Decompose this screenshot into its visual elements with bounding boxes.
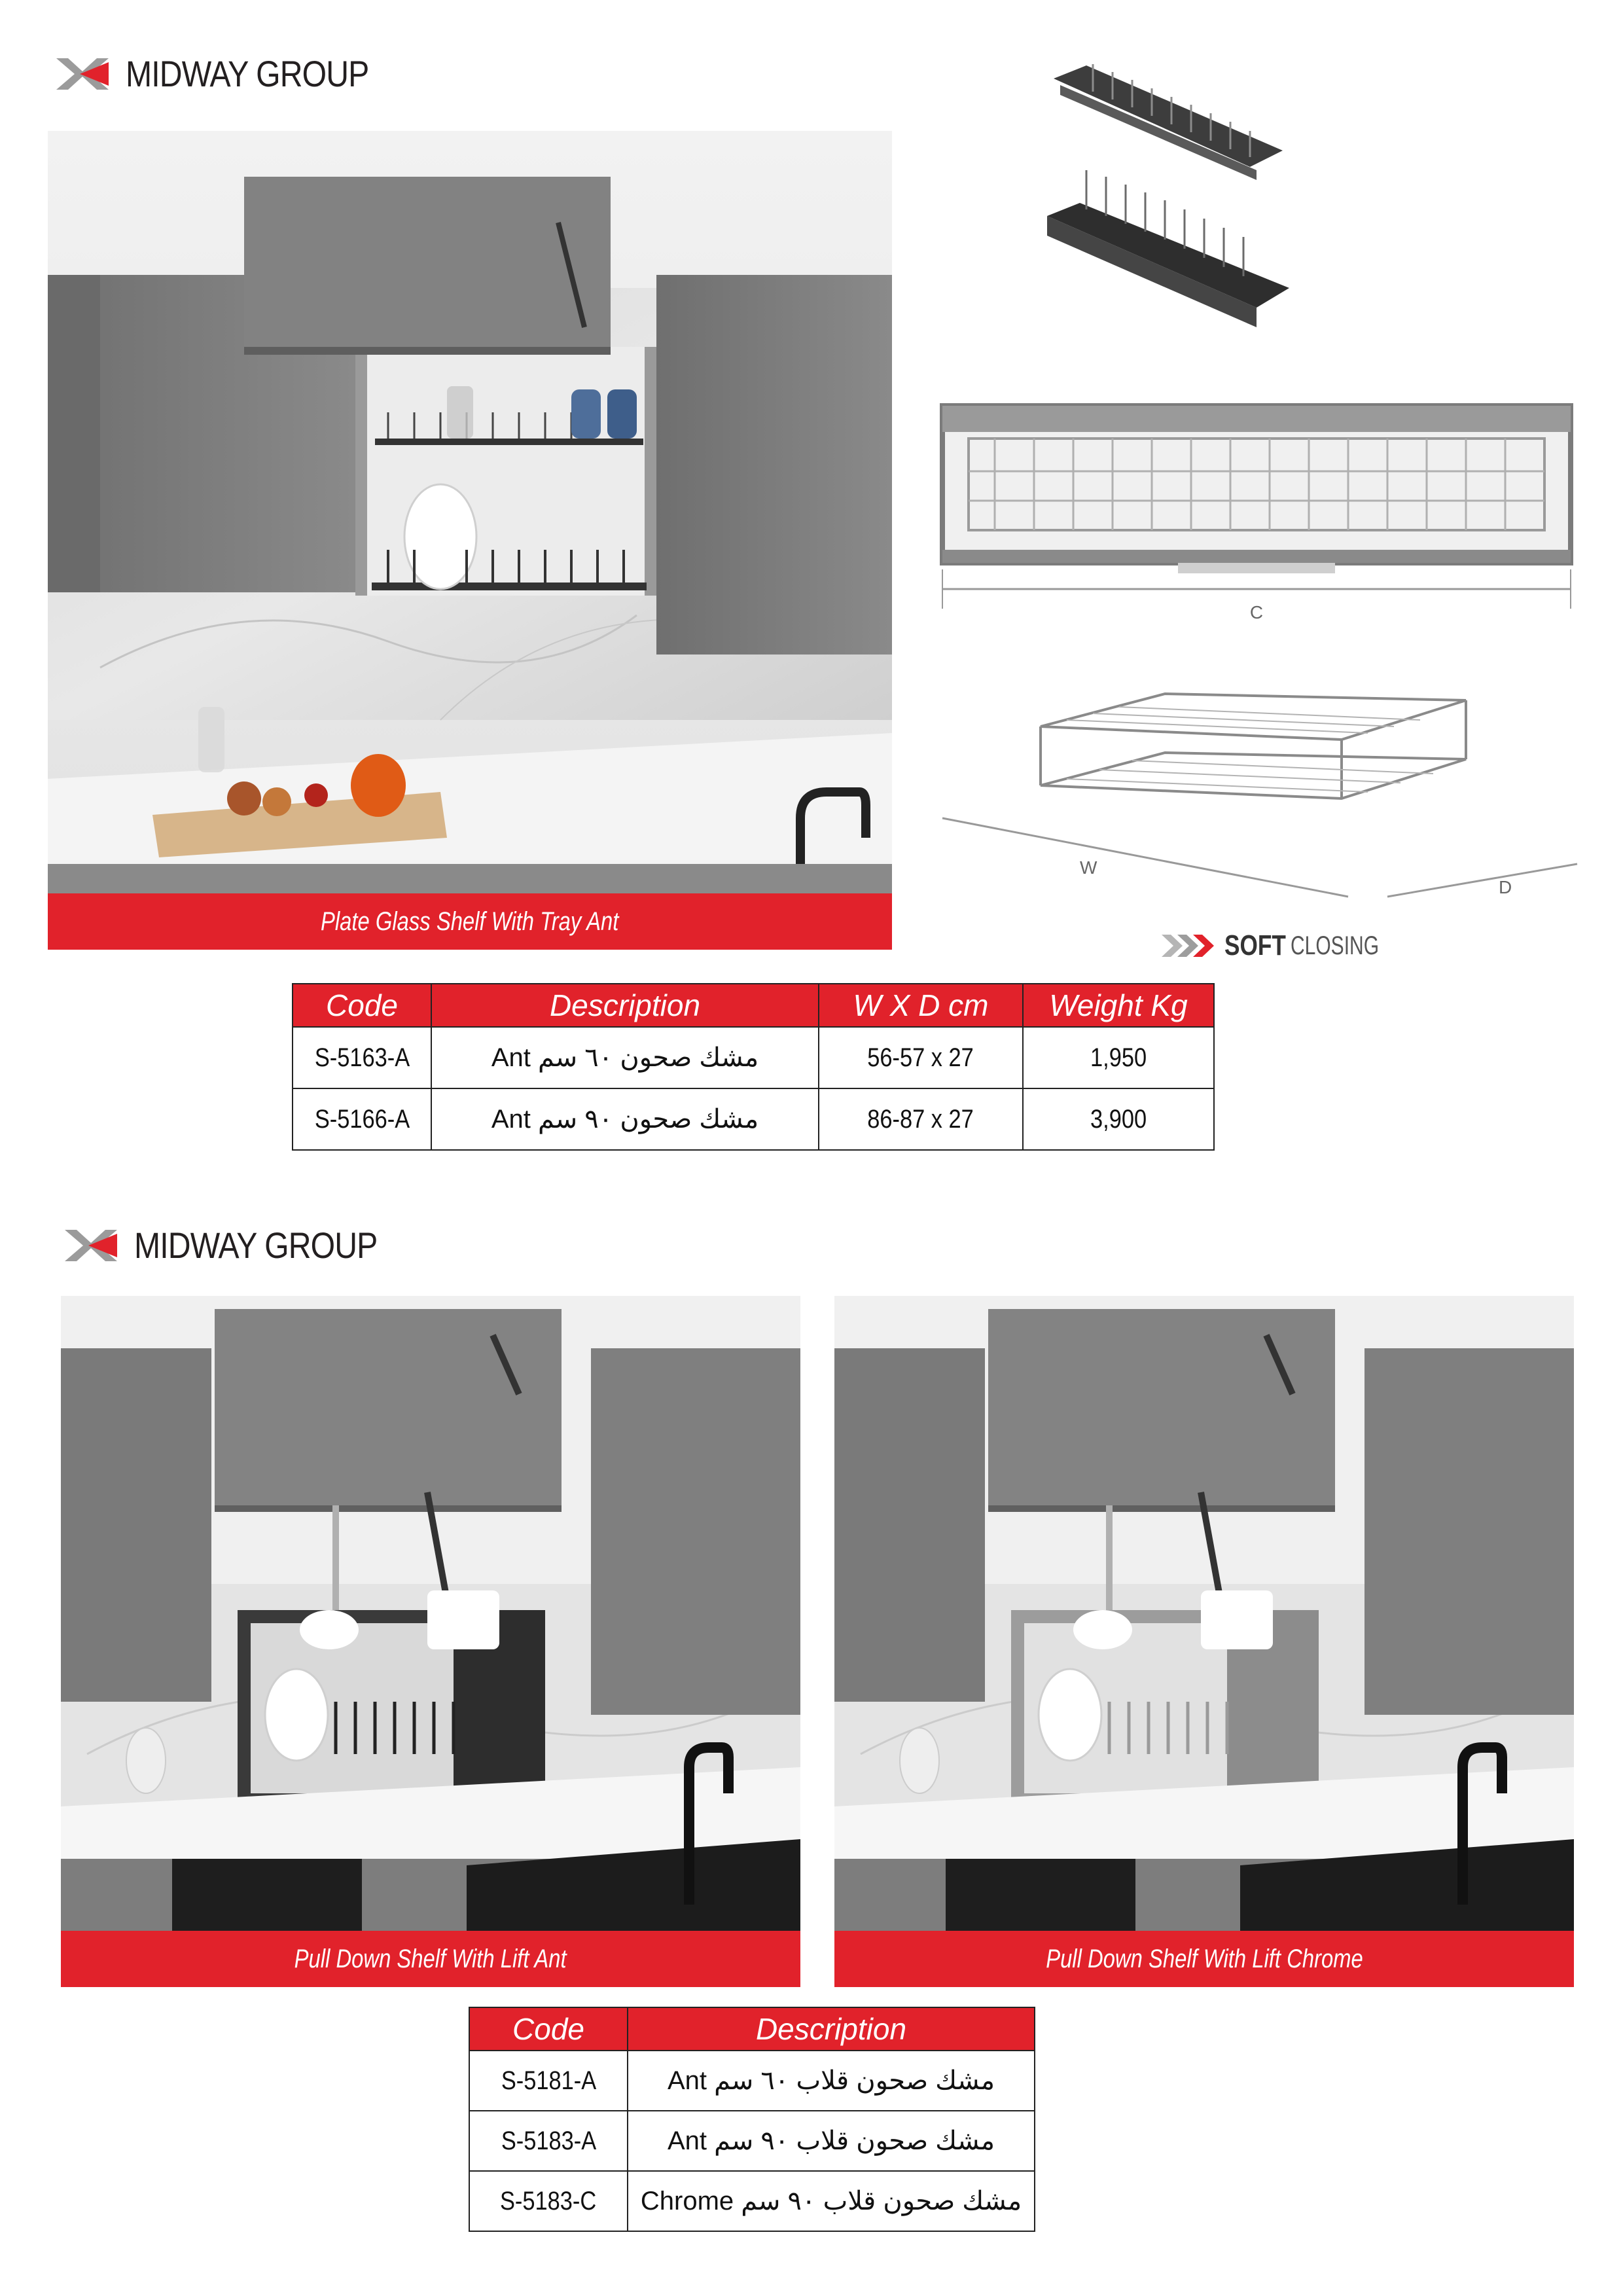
brand-name: MIDWAY GROUP <box>134 1225 378 1266</box>
brand-name: MIDWAY GROUP <box>126 53 369 94</box>
col-header-size: W X D cm <box>819 984 1023 1027</box>
dimension-label-c: C <box>1249 602 1264 622</box>
cell-size: 56-57 x 27 <box>819 1027 1023 1088</box>
spec-table-pull-down-shelf <box>469 2007 1035 2232</box>
cell-weight: 3,900 <box>1023 1088 1214 1150</box>
col-header-code: Code <box>469 2007 628 2051</box>
product-render-dish-rack <box>1041 151 1289 347</box>
soft-closing-logo <box>1162 929 1408 962</box>
table-row <box>293 1027 1214 1088</box>
product-photo-plate-glass-shelf <box>48 131 892 893</box>
cell-code: S-5163-A <box>293 1027 431 1088</box>
dimension-label-d: D <box>1499 877 1512 897</box>
caption-text: Pull Down Shelf With Lift Ant <box>294 1944 567 1973</box>
table-row <box>293 1088 1214 1150</box>
col-header-description: Description <box>628 2007 1035 2051</box>
cell-code: S-5183-C <box>469 2171 628 2231</box>
spec-table-plate-glass-shelf <box>292 983 1215 1151</box>
cell-description: مشك صحون ٦٠ سم Ant <box>431 1027 819 1088</box>
cell-code: S-5183-A <box>469 2111 628 2171</box>
cell-description: مشك صحون قلاب ٩٠ سم Chrome <box>628 2171 1035 2231</box>
cell-weight: 1,950 <box>1023 1027 1214 1088</box>
table-row <box>469 2171 1035 2231</box>
caption-plate-glass-shelf <box>48 893 892 950</box>
caption-pull-down-chrome <box>834 1931 1574 1987</box>
cell-description: مشك صحون قلاب ٦٠ سم Ant <box>628 2051 1035 2111</box>
cell-code: S-5181-A <box>469 2051 628 2111</box>
caption-text: Plate Glass Shelf With Tray Ant <box>321 906 619 936</box>
brand-header-1 <box>54 52 408 95</box>
product-photo-pull-down-chrome <box>834 1296 1574 1931</box>
caption-pull-down-ant <box>61 1931 800 1987</box>
midway-logo-icon <box>62 1227 120 1264</box>
product-photo-pull-down-ant <box>61 1296 800 1931</box>
col-header-weight: Weight Kg <box>1023 984 1214 1027</box>
table-header-row <box>469 2007 1035 2051</box>
table-row <box>469 2051 1035 2111</box>
cell-size: 86-87 x 27 <box>819 1088 1023 1150</box>
diagram-front-view <box>929 393 1584 641</box>
table-header-row <box>293 984 1214 1027</box>
cell-description: مشك صحون ٩٠ سم Ant <box>431 1088 819 1150</box>
caption-text: Pull Down Shelf With Lift Chrome <box>1045 1944 1363 1973</box>
dimension-label-w: W <box>1080 857 1097 878</box>
diagram-isometric-view <box>929 668 1584 916</box>
brand-header-2 <box>62 1224 417 1266</box>
soft-label: SOFT <box>1224 929 1286 961</box>
col-header-code: Code <box>293 984 431 1027</box>
col-header-description: Description <box>431 984 819 1027</box>
cell-description: مشك صحون قلاب ٩٠ سم Ant <box>628 2111 1035 2171</box>
table-row <box>469 2111 1035 2171</box>
cell-code: S-5166-A <box>293 1088 431 1150</box>
midway-logo-icon <box>54 56 111 92</box>
soft-closing-arrows-icon <box>1162 931 1221 961</box>
closing-label: CLOSING <box>1291 931 1380 960</box>
